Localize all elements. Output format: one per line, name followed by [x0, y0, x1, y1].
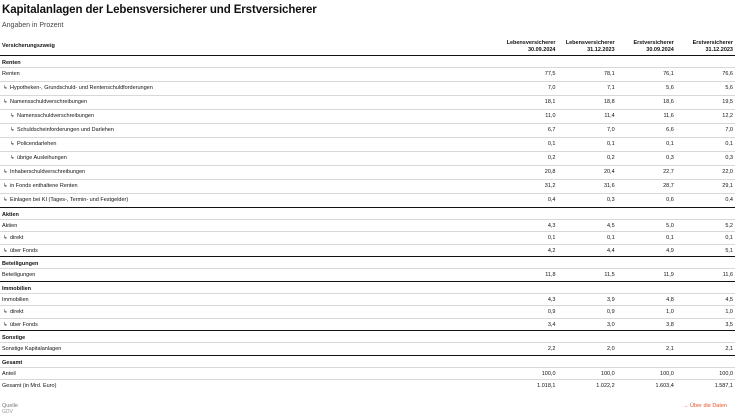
table-row [0, 67, 735, 81]
indent-arrow-icon: ↳ [3, 196, 8, 203]
about-data-link[interactable]: → Über die Daten [682, 403, 727, 409]
cell-value: 22,0 [676, 165, 735, 179]
table-row [0, 137, 735, 151]
cell-value: 18,8 [558, 95, 617, 109]
cell-value: 29,1 [676, 179, 735, 193]
cell-value: 3,5 [676, 318, 735, 331]
indent-arrow-icon: ↳ [3, 168, 8, 175]
cell-value: 19,5 [676, 95, 735, 109]
indent-arrow-icon: ↳ [3, 321, 8, 328]
cell-value: 4,8 [617, 293, 676, 306]
row-label: ↳ übrige Ausleihungen [0, 151, 498, 165]
indent-arrow-icon: ↳ [3, 182, 8, 189]
indent-arrow-icon: ↳ [3, 309, 8, 315]
cell-value: 1.587,1 [676, 380, 735, 393]
table-body [0, 55, 735, 392]
row-label: Aktien [0, 219, 498, 232]
table-row [0, 193, 735, 207]
cell-value: 4,4 [558, 244, 617, 257]
cell-value: 0,1 [676, 232, 735, 245]
cell-value: 76,1 [617, 67, 676, 81]
column-header: Lebensversicherer 30.09.2024 [498, 37, 557, 55]
indent-arrow-icon: ↳ [10, 112, 15, 119]
indent-arrow-icon: ↳ [3, 84, 8, 91]
section-header [0, 281, 735, 293]
cell-value: 0,1 [558, 137, 617, 151]
cell-value: 0,1 [498, 137, 557, 151]
cell-value: 77,5 [498, 67, 557, 81]
table-row [0, 244, 735, 257]
cell-value: 18,1 [498, 95, 557, 109]
cell-value: 0,4 [676, 193, 735, 207]
row-label: Immobilien [0, 293, 498, 306]
table-row [0, 179, 735, 193]
cell-value: 4,5 [676, 293, 735, 306]
cell-value: 11,8 [498, 269, 557, 282]
section-title: Beteiligungen [0, 257, 735, 269]
row-label: ↳ über Fonds [0, 318, 498, 331]
table-row [0, 293, 735, 306]
cell-value: 0,9 [558, 306, 617, 319]
cell-value: 11,5 [558, 269, 617, 282]
cell-value: 1.603,4 [617, 380, 676, 393]
cell-value: 5,2 [676, 219, 735, 232]
table-row [0, 165, 735, 179]
indent-arrow-icon: ↳ [3, 247, 8, 254]
cell-value: 1,0 [617, 306, 676, 319]
row-label: Sonstige Kapitalanlagen [0, 343, 498, 356]
cell-value: 1.018,1 [498, 380, 557, 393]
row-label: Beteiligungen [0, 269, 498, 282]
source-text: GDV [2, 409, 13, 413]
cell-value: 4,9 [617, 244, 676, 257]
arrow-right-icon: → [682, 403, 689, 409]
row-label: ↳ in Fonds enthaltene Renten [0, 179, 498, 193]
table-row [0, 367, 735, 380]
cell-value: 0,3 [676, 151, 735, 165]
row-label: ↳ Inhaberschuldverschreibungen [0, 165, 498, 179]
cell-value: 5,0 [617, 219, 676, 232]
cell-value: 22,7 [617, 165, 676, 179]
cell-value: 1,0 [676, 306, 735, 319]
section-header [0, 355, 735, 367]
table-row [0, 306, 735, 319]
cell-value: 4,5 [558, 219, 617, 232]
footer [0, 398, 735, 413]
cell-value: 0,1 [558, 232, 617, 245]
table-header [0, 37, 735, 55]
row-label: ↳ direkt [0, 306, 498, 319]
row-label: ↳ Schuldscheinforderungen und Darlehen [0, 123, 498, 137]
cell-value: 0,2 [498, 151, 557, 165]
cell-value: 5,1 [676, 244, 735, 257]
section-header [0, 257, 735, 269]
cell-value: 4,3 [498, 293, 557, 306]
cell-value: 0,4 [498, 193, 557, 207]
cell-value: 11,6 [676, 269, 735, 282]
indent-arrow-icon: ↳ [3, 235, 8, 241]
row-label: ↳ direkt [0, 232, 498, 245]
row-label: Anteil [0, 367, 498, 380]
cell-value: 100,0 [676, 367, 735, 380]
table-row [0, 232, 735, 245]
cell-value: 11,0 [498, 109, 557, 123]
cell-value: 7,0 [676, 123, 735, 137]
cell-value: 6,7 [498, 123, 557, 137]
section-title: Immobilien [0, 281, 735, 293]
cell-value: 0,9 [498, 306, 557, 319]
row-label: ↳ über Fonds [0, 244, 498, 257]
cell-value: 0,2 [558, 151, 617, 165]
cell-value: 1.022,2 [558, 380, 617, 393]
row-label: ↳ Policendarlehen [0, 137, 498, 151]
cell-value: 3,4 [498, 318, 557, 331]
cell-value: 2,2 [498, 343, 557, 356]
cell-value: 11,6 [617, 109, 676, 123]
cell-value: 31,6 [558, 179, 617, 193]
table-row [0, 81, 735, 95]
indent-arrow-icon: ↳ [10, 126, 15, 133]
cell-value: 7,0 [558, 123, 617, 137]
page-title: Kapitalanlagen der Lebensversicherer und Erstversicherer [2, 4, 317, 16]
cell-value: 3,9 [558, 293, 617, 306]
column-header: Lebensversicherer 31.12.2023 [558, 37, 617, 55]
section-header [0, 207, 735, 219]
cell-value: 2,1 [676, 343, 735, 356]
cell-value: 11,4 [558, 109, 617, 123]
column-header: Erstversicherer 30.09.2024 [617, 37, 676, 55]
table-row [0, 123, 735, 137]
cell-value: 4,3 [498, 219, 557, 232]
cell-value: 20,4 [558, 165, 617, 179]
data-table [0, 37, 735, 392]
column-header-label: Versicherungszweig [0, 37, 498, 55]
table-row [0, 269, 735, 282]
table-row [0, 151, 735, 165]
cell-value: 100,0 [617, 367, 676, 380]
cell-value: 0,3 [558, 193, 617, 207]
cell-value: 11,9 [617, 269, 676, 282]
cell-value: 76,6 [676, 67, 735, 81]
cell-value: 0,1 [676, 137, 735, 151]
cell-value: 2,0 [558, 343, 617, 356]
cell-value: 0,1 [617, 232, 676, 245]
section-title: Renten [2, 59, 21, 66]
source-label: Quelle [2, 403, 18, 409]
cell-value: 4,2 [498, 244, 557, 257]
section-header [0, 331, 735, 343]
cell-value: 78,1 [558, 67, 617, 81]
cell-value: 3,8 [617, 318, 676, 331]
section-title: Aktien [0, 207, 735, 219]
row-label: Renten [0, 67, 498, 81]
table-row [0, 109, 735, 123]
page-subtitle: Angaben in Prozent [2, 22, 64, 29]
section-title: Sonstige [0, 331, 735, 343]
cell-value: 0,3 [617, 151, 676, 165]
row-label: ↳ Namensschuldverschreibungen [0, 109, 498, 123]
cell-value: 5,6 [676, 81, 735, 95]
cell-value: 100,0 [498, 367, 557, 380]
cell-value: 2,1 [617, 343, 676, 356]
cell-value: 7,1 [558, 81, 617, 95]
row-label: Gesamt (in Mrd. Euro) [0, 380, 498, 393]
table-row [0, 219, 735, 232]
cell-value: 31,2 [498, 179, 557, 193]
section-header [0, 55, 735, 67]
table-row [0, 95, 735, 109]
cell-value: 0,6 [617, 193, 676, 207]
row-label: ↳ Hypotheken-, Grundschuld- und Rentenschuldforderungen [0, 81, 498, 95]
table-row [0, 343, 735, 356]
cell-value: 18,6 [617, 95, 676, 109]
table-row [0, 318, 735, 331]
cell-value: 6,6 [617, 123, 676, 137]
section-title: Gesamt [0, 355, 735, 367]
column-header: Erstversicherer 31.12.2023 [676, 37, 735, 55]
cell-value: 3,0 [558, 318, 617, 331]
cell-value: 7,0 [498, 81, 557, 95]
cell-value: 20,8 [498, 165, 557, 179]
row-label: ↳ Einlagen bei KI (Tages-, Termin- und Festgelder) [0, 193, 498, 207]
table-row [0, 380, 735, 393]
indent-arrow-icon: ↳ [10, 154, 15, 161]
cell-value: 12,2 [676, 109, 735, 123]
indent-arrow-icon: ↳ [3, 98, 8, 105]
cell-value: 0,1 [617, 137, 676, 151]
row-label: ↳ Namensschuldverschreibungen [0, 95, 498, 109]
indent-arrow-icon: ↳ [10, 140, 15, 147]
cell-value: 5,6 [617, 81, 676, 95]
cell-value: 0,1 [498, 232, 557, 245]
cell-value: 28,7 [617, 179, 676, 193]
cell-value: 100,0 [558, 367, 617, 380]
